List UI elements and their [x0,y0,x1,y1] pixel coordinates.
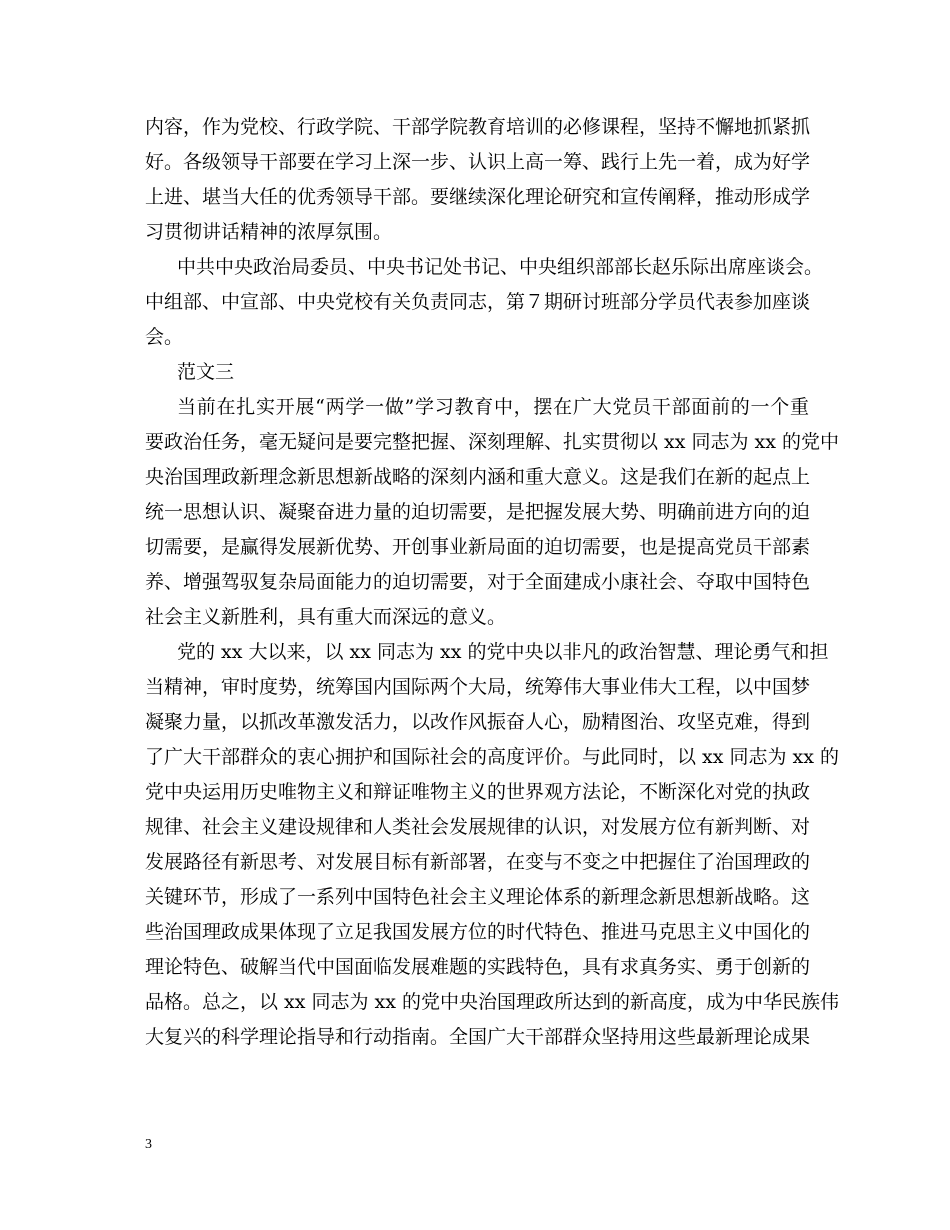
paragraph [145,110,809,250]
text-line: 上进、堪当大任的优秀领导干部。要继续深化理论研究和宣传阐释，推动形成学 [145,186,811,208]
paragraph [145,390,840,635]
text-line: 好。各级领导干部要在学习上深一步、认识上高一筹、践行上先一着，成为好学 [145,151,811,173]
text-line: 些治国理政成果体现了立足我国发展方位的时代特色、推进马克思主义中国化的 [145,921,811,943]
text-line: 凝聚力量，以抓改革激发活力，以改作风振奋人心，励精图治、攻坚克难，得到 [145,711,811,733]
text-line: 当前在扎实开展“两学一做”学习教育中，摆在广大党员干部面前的一个重 [177,396,809,418]
text-line: 大复兴的科学理论指导和行动指南。全国广大干部群众坚持用这些最新理论成果 [145,1026,811,1048]
text-line: 要政治任务，毫无疑问是要完整把握、深刻理解、扎实贯彻以 xx 同志为 xx 的党中 [145,431,840,453]
text-line: 了广大干部群众的衷心拥护和国际社会的高度评价。与此同时，以 xx 同志为 xx 的 [145,746,840,768]
text-line: 央治国理政新理念新思想新战略的深刻内涵和重大意义。这是我们在新的起点上 [145,466,811,488]
text-line: 发展路径有新思考、对发展目标有新部署，在变与不变之中把握住了治国理政的 [145,851,811,873]
text-line: 当精神，审时度势，统筹国内国际两个大局，统筹伟大事业伟大工程，以中国梦 [145,676,811,698]
text-line: 党中央运用历史唯物主义和辩证唯物主义的世界观方法论，不断深化对党的执政 [145,781,811,803]
paragraph [145,635,840,1055]
text-line: 品格。总之，以 xx 同志为 xx 的党中央治国理政所达到的新高度，成为中华民族伟 [145,991,840,1013]
text-line: 关键环节，形成了一系列中国特色社会主义理论体系的新理念新思想新战略。这 [145,886,811,908]
text-line: 规律、社会主义建设规律和人类社会发展规律的认识，对发展方位有新判断、对 [145,816,811,838]
text-line: 养、增强驾驭复杂局面能力的迫切需要，对于全面建成小康社会、夺取中国特色 [145,571,811,593]
text-line: 中共中央政治局委员、中央书记处书记、中央组织部部长赵乐际出席座谈会。 [177,256,824,278]
text-line: 范文三 [177,361,235,383]
text-line: 统一思想认识、凝聚奋进力量的迫切需要，是把握发展大势、明确前进方向的迫 [145,501,811,523]
text-line: 社会主义新胜利，具有重大而深远的意义。 [145,606,507,628]
text-line: 理论特色、破解当代中国面临发展难题的实践特色，具有求真务实、勇于创新的 [145,956,811,978]
text-line: 会。 [145,326,184,348]
text-line: 切需要，是赢得发展新优势、开创事业新局面的迫切需要，也是提高党员干部素 [145,536,811,558]
text-line: 党的 xx 大以来，以 xx 同志为 xx 的党中央以非凡的政治智慧、理论勇气和担 [177,641,829,663]
text-line: 内容，作为党校、行政学院、干部学院教育培训的必修课程，坚持不懈地抓紧抓 [145,116,811,138]
page-number: 3 [145,1137,152,1152]
text-line: 习贯彻讲话精神的浓厚氛围。 [145,221,393,243]
paragraph [145,355,809,390]
paragraph [145,250,824,355]
text-line: 中组部、中宣部、中央党校有关负责同志，第７期研讨班部分学员代表参加座谈 [145,291,811,313]
document-body [145,110,840,1055]
